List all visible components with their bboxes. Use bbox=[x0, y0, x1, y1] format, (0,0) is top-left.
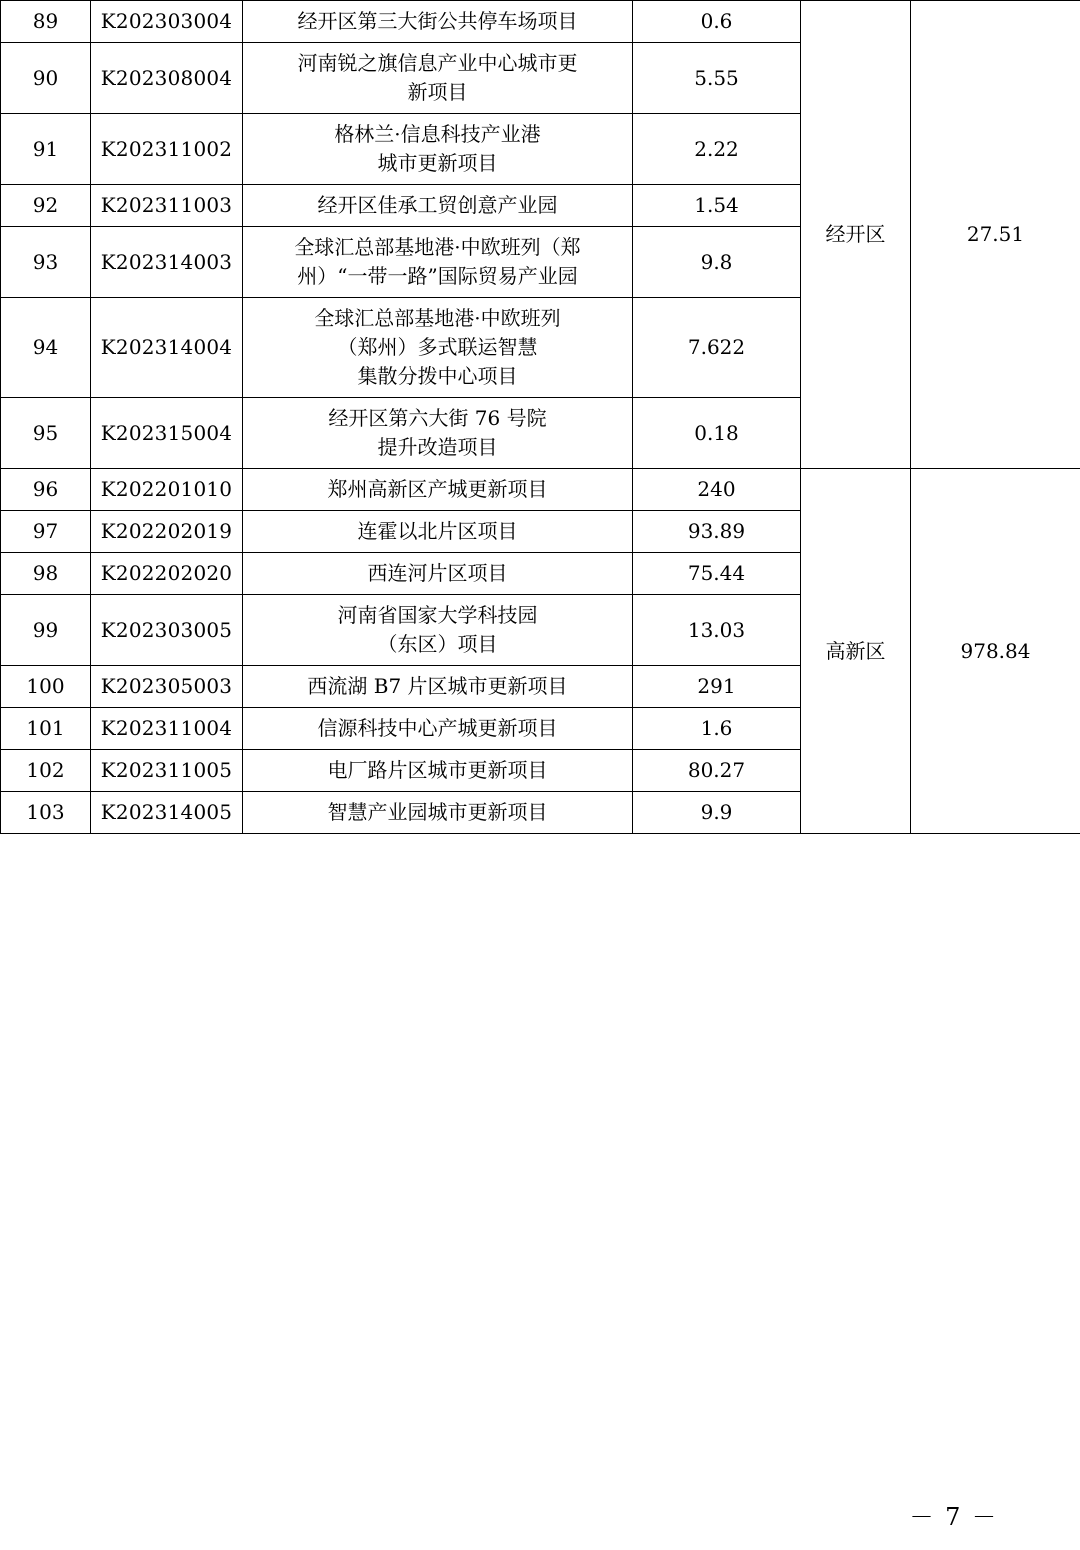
cell-area: 7.622 bbox=[633, 298, 801, 398]
table-row bbox=[1, 469, 1080, 511]
cell-name bbox=[243, 708, 633, 750]
cell-area: 9.9 bbox=[633, 792, 801, 834]
cell-code: K202311004 bbox=[91, 708, 243, 750]
cell-code: K202311003 bbox=[91, 185, 243, 227]
cell-area: 291 bbox=[633, 666, 801, 708]
cell-name bbox=[243, 185, 633, 227]
cell-name bbox=[243, 511, 633, 553]
cell-index: 99 bbox=[1, 595, 91, 666]
cell-code: K202314004 bbox=[91, 298, 243, 398]
cell-area: 80.27 bbox=[633, 750, 801, 792]
cell-code: K202202020 bbox=[91, 553, 243, 595]
cell-index: 89 bbox=[1, 1, 91, 43]
cell-area: 9.8 bbox=[633, 227, 801, 298]
name-line: （郑州）多式联运智慧 bbox=[337, 335, 538, 359]
cell-index: 94 bbox=[1, 298, 91, 398]
cell-code: K202303004 bbox=[91, 1, 243, 43]
name-line: 郑州高新区产城更新项目 bbox=[327, 477, 548, 501]
name-line: 信源科技中心产城更新项目 bbox=[317, 716, 558, 740]
cell-code: K202308004 bbox=[91, 43, 243, 114]
name-line: 连霍以北片区项目 bbox=[357, 519, 518, 543]
cell-name bbox=[243, 43, 633, 114]
cell-code: K202315004 bbox=[91, 398, 243, 469]
cell-name bbox=[243, 595, 633, 666]
table-body bbox=[1, 1, 1080, 834]
name-line: 智慧产业园城市更新项目 bbox=[327, 800, 548, 824]
cell-index: 101 bbox=[1, 708, 91, 750]
cell-code: K202311005 bbox=[91, 750, 243, 792]
cell-name bbox=[243, 469, 633, 511]
cell-name bbox=[243, 298, 633, 398]
page-number: － 7 － bbox=[909, 1503, 998, 1531]
cell-area: 0.18 bbox=[633, 398, 801, 469]
cell-area: 75.44 bbox=[633, 553, 801, 595]
name-line: 格林兰·信息科技产业港 bbox=[334, 122, 541, 146]
cell-index: 92 bbox=[1, 185, 91, 227]
name-line: （东区）项目 bbox=[377, 632, 498, 656]
cell-index: 103 bbox=[1, 792, 91, 834]
cell-index: 100 bbox=[1, 666, 91, 708]
cell-name bbox=[243, 1, 633, 43]
cell-area: 240 bbox=[633, 469, 801, 511]
name-line: 西流湖 B7 片区城市更新项目 bbox=[307, 674, 568, 698]
cell-index: 95 bbox=[1, 398, 91, 469]
name-line: 经开区佳承工贸创意产业园 bbox=[317, 193, 558, 217]
name-line: 全球汇总部基地港·中欧班列 bbox=[314, 306, 561, 330]
cell-code: K202201010 bbox=[91, 469, 243, 511]
cell-name bbox=[243, 227, 633, 298]
name-line: 经开区第六大街 76 号院 bbox=[328, 406, 547, 430]
name-line: 经开区第三大街公共停车场项目 bbox=[297, 9, 578, 33]
name-line: 全球汇总部基地港·中欧班列（郑 bbox=[294, 235, 581, 259]
cell-index: 98 bbox=[1, 553, 91, 595]
name-line: 西连河片区项目 bbox=[367, 561, 508, 585]
cell-index: 102 bbox=[1, 750, 91, 792]
cell-name bbox=[243, 750, 633, 792]
cell-index: 96 bbox=[1, 469, 91, 511]
name-line: 集散分拨中心项目 bbox=[357, 364, 518, 388]
cell-name bbox=[243, 114, 633, 185]
table-row bbox=[1, 1, 1080, 43]
cell-district: 经开区 bbox=[801, 1, 911, 469]
name-line: 电厂路片区城市更新项目 bbox=[327, 758, 548, 782]
cell-area: 0.6 bbox=[633, 1, 801, 43]
cell-name bbox=[243, 666, 633, 708]
cell-total: 27.51 bbox=[911, 1, 1080, 469]
name-line: 州）“一带一路”国际贸易产业园 bbox=[297, 264, 578, 288]
cell-index: 93 bbox=[1, 227, 91, 298]
cell-code: K202314003 bbox=[91, 227, 243, 298]
name-line: 新项目 bbox=[407, 80, 468, 104]
cell-code: K202311002 bbox=[91, 114, 243, 185]
name-line: 提升改造项目 bbox=[377, 435, 498, 459]
cell-name bbox=[243, 553, 633, 595]
cell-area: 1.6 bbox=[633, 708, 801, 750]
cell-index: 97 bbox=[1, 511, 91, 553]
cell-total: 978.84 bbox=[911, 469, 1080, 834]
cell-area: 1.54 bbox=[633, 185, 801, 227]
cell-district: 高新区 bbox=[801, 469, 911, 834]
cell-code: K202303005 bbox=[91, 595, 243, 666]
cell-code: K202305003 bbox=[91, 666, 243, 708]
cell-area: 2.22 bbox=[633, 114, 801, 185]
name-line: 城市更新项目 bbox=[377, 151, 498, 175]
cell-name bbox=[243, 398, 633, 469]
name-line: 河南省国家大学科技园 bbox=[337, 603, 538, 627]
cell-area: 93.89 bbox=[633, 511, 801, 553]
cell-area: 13.03 bbox=[633, 595, 801, 666]
name-line: 河南锐之旗信息产业中心城市更 bbox=[297, 51, 578, 75]
cell-index: 91 bbox=[1, 114, 91, 185]
cell-area: 5.55 bbox=[633, 43, 801, 114]
cell-code: K202314005 bbox=[91, 792, 243, 834]
cell-code: K202202019 bbox=[91, 511, 243, 553]
cell-name bbox=[243, 792, 633, 834]
cell-index: 90 bbox=[1, 43, 91, 114]
